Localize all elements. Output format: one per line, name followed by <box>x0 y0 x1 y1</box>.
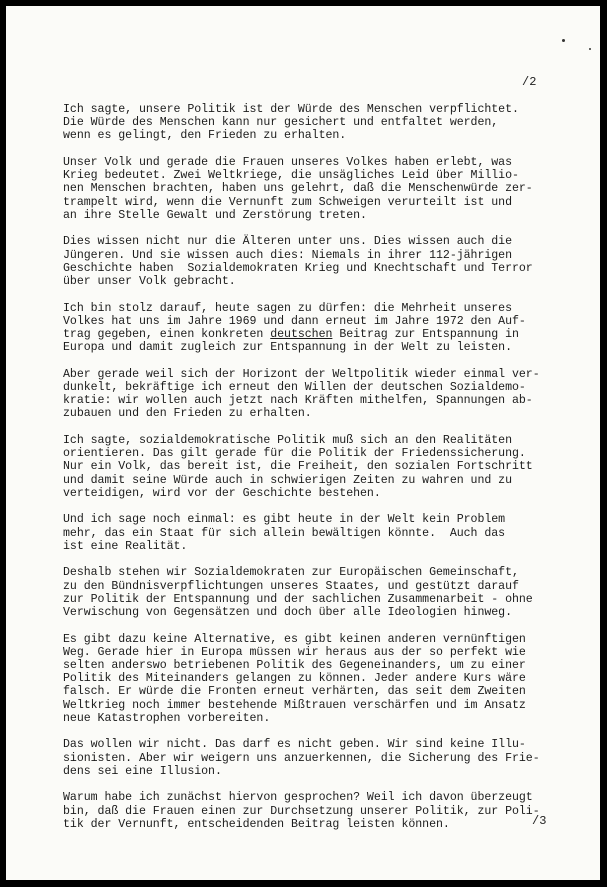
text-line: Jüngeren. Und sie wissen auch dies: Niemals in ihrer 112-jährigen <box>63 248 512 262</box>
text-line: Die Würde des Menschen kann nur gesichert und entfaltet werden, <box>63 116 499 130</box>
text-line: dunkelt, bekräftige ich erneut den Willen der deutschen Sozialdemo- <box>63 381 526 395</box>
text-line: sionisten. Aber wir weigern uns anzuerkennen, die Sicherung des Frie- <box>63 751 540 765</box>
text-line: Geschichte haben Sozialdemokraten Krieg und Knechtschaft und Terror <box>63 261 533 275</box>
text-line: Volkes hat uns im Jahre 1969 und dann erneut im Jahre 1972 den Auf- <box>63 314 526 328</box>
text-line: zu den Bündnisverpflichtungen unseres Staates, und gestützt darauf <box>63 579 519 593</box>
text-line: Warum habe ich zunächst hiervon gesprochen? Weil ich davon überzeugt <box>63 791 533 805</box>
text-line: nen Menschen brachten, haben uns gelehrt, daß die Menschenwürde zer- <box>63 182 533 196</box>
paragraph <box>63 513 563 553</box>
text-line: Weltkrieg noch immer bestehende Mißtrauen verschärfen und im Ansatz <box>63 698 526 712</box>
paragraph <box>63 302 563 355</box>
text-line: Das wollen wir nicht. Das darf es nicht geben. Wir sind keine Illu- <box>63 738 526 752</box>
text-line: zubauen und den Frieden zu erhalten. <box>63 407 312 421</box>
page-number-bottom: /3 <box>532 814 547 828</box>
text-line: verteidigen, wird vor der Geschichte bestehen. <box>63 486 381 500</box>
text-line: neue Katastrophen vorbereiten. <box>63 711 271 725</box>
text-line: ist eine Realität. <box>63 539 188 553</box>
text-line: über unser Volk gebracht. <box>63 275 236 289</box>
text-line: kratie: wir wollen auch jetzt nach Kräften mithelfen, Spannungen ab- <box>63 394 533 408</box>
paragraph <box>63 103 563 143</box>
text-line: tik der Vernunft, entscheidenden Beitrag leisten können. <box>63 817 450 831</box>
document-body <box>63 103 563 844</box>
text-line: falsch. Er würde die Fronten erneut verhärten, das seit dem Zweiten <box>63 685 526 699</box>
text-line: Und ich sage noch einmal: es gibt heute in der Welt kein Problem <box>63 513 506 527</box>
scan-speck <box>589 48 591 50</box>
text-line: bin, daß die Frauen einen zur Durchsetzung unserer Politik, zur Poli- <box>63 804 540 818</box>
document-page <box>6 6 600 880</box>
text-line: mehr, das ein Staat für sich allein bewältigen könnte. Auch das <box>63 526 506 540</box>
paragraph <box>63 633 563 725</box>
text-line: Politik des Miteinanders gelangen zu können. Jeder andere Kurs wäre <box>63 672 526 686</box>
text-line: Verwischung von Gegensätzen und doch über alle Ideologien hinweg. <box>63 606 512 620</box>
text-line: Es gibt dazu keine Alternative, es gibt keinen anderen vernünftigen <box>63 632 526 646</box>
text-line: zur Politik der Entspannung und der sachlichen Zusammenarbeit - ohne <box>63 592 533 606</box>
text-line: trampelt wird, wenn die Vernunft zum Schweigen verurteilt ist und <box>63 195 512 209</box>
text-line: Europa und damit zugleich zur Entspannung in der Welt zu leisten. <box>63 341 512 355</box>
paragraph <box>63 434 563 500</box>
text-line: Deshalb stehen wir Sozialdemokraten zur Europäischen Gemeinschaft, <box>63 566 519 580</box>
text-line: Aber gerade weil sich der Horizont der Weltpolitik wieder einmal ver- <box>63 367 540 381</box>
text-line: Unser Volk und gerade die Frauen unseres Volkes haben erlebt, was <box>63 156 512 169</box>
text-line: orientieren. Das gilt gerade für die Politik der Friedenssicherung. <box>63 447 526 461</box>
text-line: an ihre Stelle Gewalt und Zerstörung treten. <box>63 208 367 222</box>
text-line: trag gegeben, einen konkreten deutschen Beitrag zur Entspannung in <box>63 328 519 342</box>
text-line: Dies wissen nicht nur die Älteren unter uns. Dies wissen auch die <box>63 235 512 249</box>
text-line: und damit seine Würde auch in schwierigen Zeiten zu wahren und zu <box>63 473 512 487</box>
text-line: Nur ein Volk, das bereit ist, die Freiheit, den sozialen Fortschritt <box>63 460 533 474</box>
text-line: Ich sagte, sozialdemokratische Politik muß sich an den Realitäten <box>63 434 512 448</box>
text-line: dens sei eine Illusion. <box>63 764 222 778</box>
paragraph <box>63 738 563 778</box>
text-line: wenn es gelingt, den Frieden zu erhalten. <box>63 129 347 143</box>
text-line: Krieg bedeutet. Zwei Weltkriege, die unsägliches Leid über Millio- <box>63 169 519 183</box>
paragraph <box>63 368 563 421</box>
paragraph <box>63 566 563 619</box>
text-line: Ich bin stolz darauf, heute sagen zu dürfen: die Mehrheit unseres <box>63 301 512 315</box>
paragraph <box>63 791 563 831</box>
paragraph <box>63 235 563 288</box>
page-number-top: /2 <box>522 75 537 89</box>
text-line: Weg. Gerade hier in Europa müssen wir heraus aus der so perfekt wie <box>63 645 526 659</box>
paragraph <box>63 156 563 222</box>
scan-speck <box>562 39 565 42</box>
text-line: selten anderswo betriebenen Politik des Gegeneinanders, um zu einer <box>63 659 526 673</box>
text-line: Ich sagte, unsere Politik ist der Würde des Menschen verpflichtet. <box>63 103 519 116</box>
